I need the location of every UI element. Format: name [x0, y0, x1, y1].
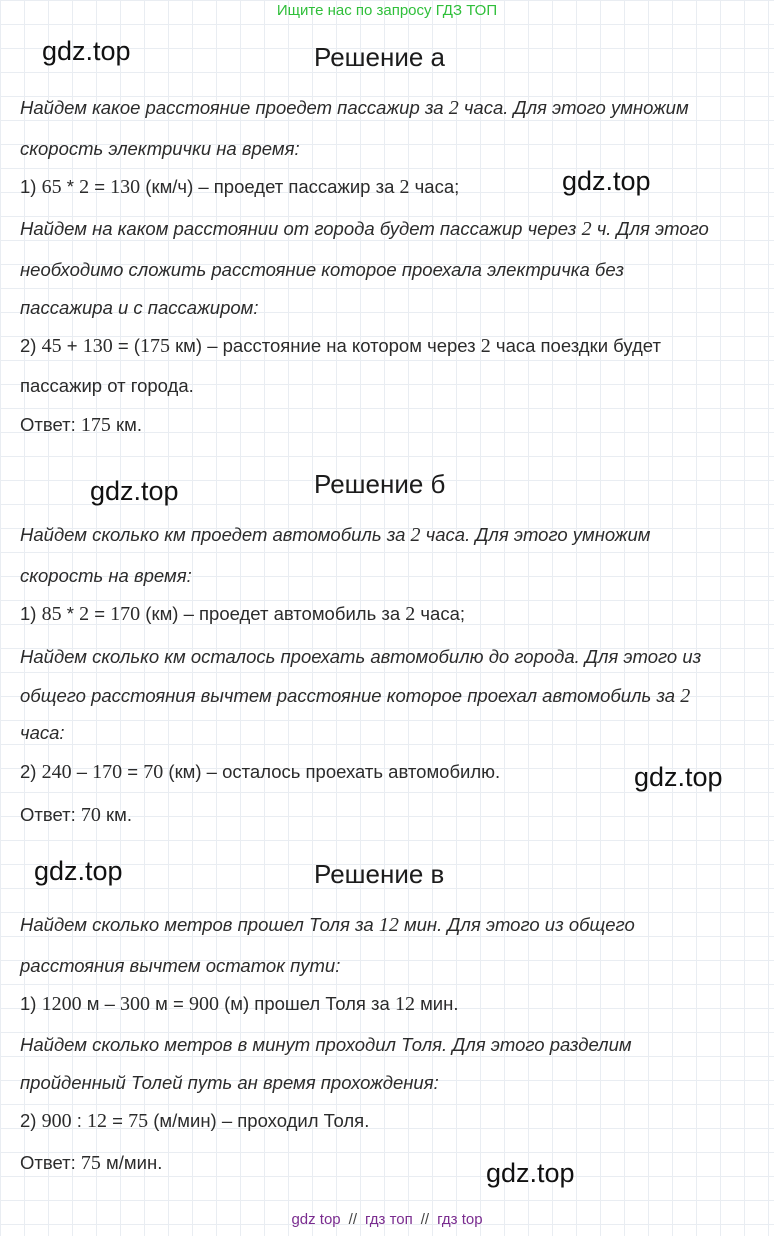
text-fragment: Найдем сколько метров прошел Толя за [20, 914, 379, 935]
text-fragment: (м/мин) – проходил Толя. [148, 1110, 370, 1131]
text-fragment: * [61, 603, 80, 624]
number: 900 [41, 1110, 72, 1132]
text-fragment: пройденный Толей путь ан время прохождения: [20, 1072, 439, 1093]
text-fragment: = [89, 603, 111, 624]
footer-separator: // [348, 1211, 357, 1228]
text-fragment: – [71, 761, 93, 782]
text-line [20, 176, 459, 199]
text-fragment: необходимо сложить расстояние которое проехала электричка без [20, 259, 625, 280]
number: 170 [92, 761, 123, 783]
text-fragment: часа; [409, 176, 460, 197]
number: 2 [448, 97, 459, 119]
text-line [20, 218, 709, 241]
text-fragment: км. [100, 804, 133, 825]
text-line [20, 375, 194, 397]
number: 85 [41, 603, 62, 625]
number: 12 [87, 1110, 108, 1132]
text-fragment: часа поездки будет [490, 335, 661, 356]
text-line [20, 565, 192, 587]
text-fragment: Ответ: [20, 804, 81, 825]
top-banner[interactable]: Ищите нас по запросу ГДЗ ТОП [276, 2, 498, 19]
text-fragment: мин. Для этого из общего [398, 914, 635, 935]
text-fragment: (км) – проедет автомобиль за [140, 603, 406, 624]
number: 12 [394, 993, 415, 1015]
text-fragment: скорость электрички на время: [20, 138, 300, 159]
text-line [20, 955, 340, 977]
section-title-b: Решение б [314, 469, 446, 499]
text-line [20, 97, 689, 120]
watermark: gdz.top [34, 856, 123, 886]
text-line [20, 414, 142, 437]
text-fragment: 1) [20, 993, 42, 1014]
watermark: gdz.top [634, 762, 723, 792]
number: 45 [41, 335, 62, 357]
text-line [20, 761, 500, 784]
text-fragment: расстояния вычтем остаток пути: [20, 955, 341, 976]
text-fragment: 1) [20, 603, 42, 624]
number: 240 [41, 761, 72, 783]
number: 65 [41, 176, 62, 198]
text-line [20, 1034, 632, 1056]
text-line [20, 685, 690, 708]
number: 2 [405, 603, 416, 625]
number: 175 [80, 414, 111, 436]
text-line [20, 1110, 369, 1133]
footer-separator: // [420, 1211, 430, 1228]
number: 2 [480, 335, 491, 357]
text-fragment: * [61, 176, 80, 197]
text-fragment: км. [110, 414, 143, 435]
footer-link[interactable]: гдз топ [365, 1211, 413, 1228]
watermark: gdz.top [90, 476, 179, 506]
text-fragment: = [107, 1110, 129, 1131]
text-line [20, 1072, 439, 1094]
watermark: gdz.top [486, 1158, 575, 1188]
text-fragment: ч. Для этого [591, 218, 709, 239]
number: 2 [410, 524, 421, 546]
text-fragment: м/мин. [100, 1152, 163, 1173]
number: 130 [82, 335, 113, 357]
text-fragment: км) – расстояние на котором через [169, 335, 481, 356]
footer-link[interactable]: гдз top [437, 1211, 483, 1228]
number: 900 [188, 993, 219, 1015]
footer-links [0, 1211, 774, 1228]
text-fragment: 1) [20, 176, 42, 197]
text-fragment: мин. [414, 993, 459, 1014]
text-fragment: часа. Для этого умножим [420, 524, 651, 545]
text-fragment: скорость на время: [20, 565, 192, 586]
text-fragment: 2) [20, 335, 42, 356]
text-line [20, 1152, 162, 1175]
number: 130 [110, 176, 141, 198]
number: 170 [110, 603, 141, 625]
number: 2 [399, 176, 410, 198]
text-fragment: (км) – осталось проехать автомобилю. [163, 761, 501, 782]
text-line [20, 804, 132, 827]
text-line [20, 722, 65, 744]
number: 2 [680, 685, 691, 707]
text-fragment: м = [150, 993, 189, 1014]
watermark: gdz.top [562, 166, 651, 196]
text-fragment: общего расстояния вычтем расстояние которое проехал автомобиль за [20, 685, 681, 706]
text-fragment: + [61, 335, 83, 356]
text-fragment: м – [81, 993, 121, 1014]
text-fragment: = [122, 761, 144, 782]
text-fragment: Найдем какое расстояние проедет пассажир за [20, 97, 449, 118]
section-title-c: Решение в [314, 859, 445, 889]
text-line [20, 603, 465, 626]
text-fragment: часа; [415, 603, 466, 624]
text-fragment: пассажир от города. [20, 375, 194, 396]
text-line [20, 259, 624, 281]
text-fragment: 2) [20, 761, 42, 782]
section-title-a: Решение а [314, 42, 446, 72]
text-fragment: часа: [20, 722, 65, 743]
number: 300 [120, 993, 151, 1015]
number: 175 [139, 335, 170, 357]
text-fragment: = [89, 176, 111, 197]
text-line [20, 524, 650, 547]
text-fragment: Ответ: [20, 1152, 81, 1173]
number: 12 [378, 914, 399, 936]
number: 70 [143, 761, 164, 783]
text-fragment: 2) [20, 1110, 42, 1131]
text-fragment: (м) прошел Толя за [218, 993, 395, 1014]
text-fragment: часа. Для этого умножим [458, 97, 689, 118]
text-fragment: Найдем сколько км осталось проехать автомобилю до города. Для этого из [20, 646, 702, 667]
text-fragment: Найдем сколько метров в минут проходил Толя. Для этого разделим [20, 1034, 632, 1055]
number: 75 [128, 1110, 149, 1132]
text-fragment: Найдем на каком расстоянии от города будет пассажир через [20, 218, 582, 239]
number: 2 [79, 176, 90, 198]
number: 75 [80, 1152, 101, 1174]
footer-link[interactable]: gdz top [291, 1211, 341, 1228]
text-fragment: = ( [112, 335, 140, 356]
number: 2 [581, 218, 592, 240]
number: 70 [80, 804, 101, 826]
text-line [20, 993, 459, 1016]
text-fragment: Найдем сколько км проедет автомобиль за [20, 524, 411, 545]
text-fragment: : [71, 1110, 88, 1131]
text-line [20, 297, 259, 319]
text-line [20, 646, 701, 668]
text-fragment: Ответ: [20, 414, 81, 435]
text-fragment: пассажира и с пассажиром: [20, 297, 259, 318]
watermark: gdz.top [42, 36, 131, 66]
text-line [20, 335, 661, 358]
text-line [20, 914, 635, 937]
text-fragment: (км/ч) – проедет пассажир за [140, 176, 400, 197]
text-line [20, 138, 300, 160]
number: 1200 [41, 993, 82, 1015]
number: 2 [79, 603, 90, 625]
